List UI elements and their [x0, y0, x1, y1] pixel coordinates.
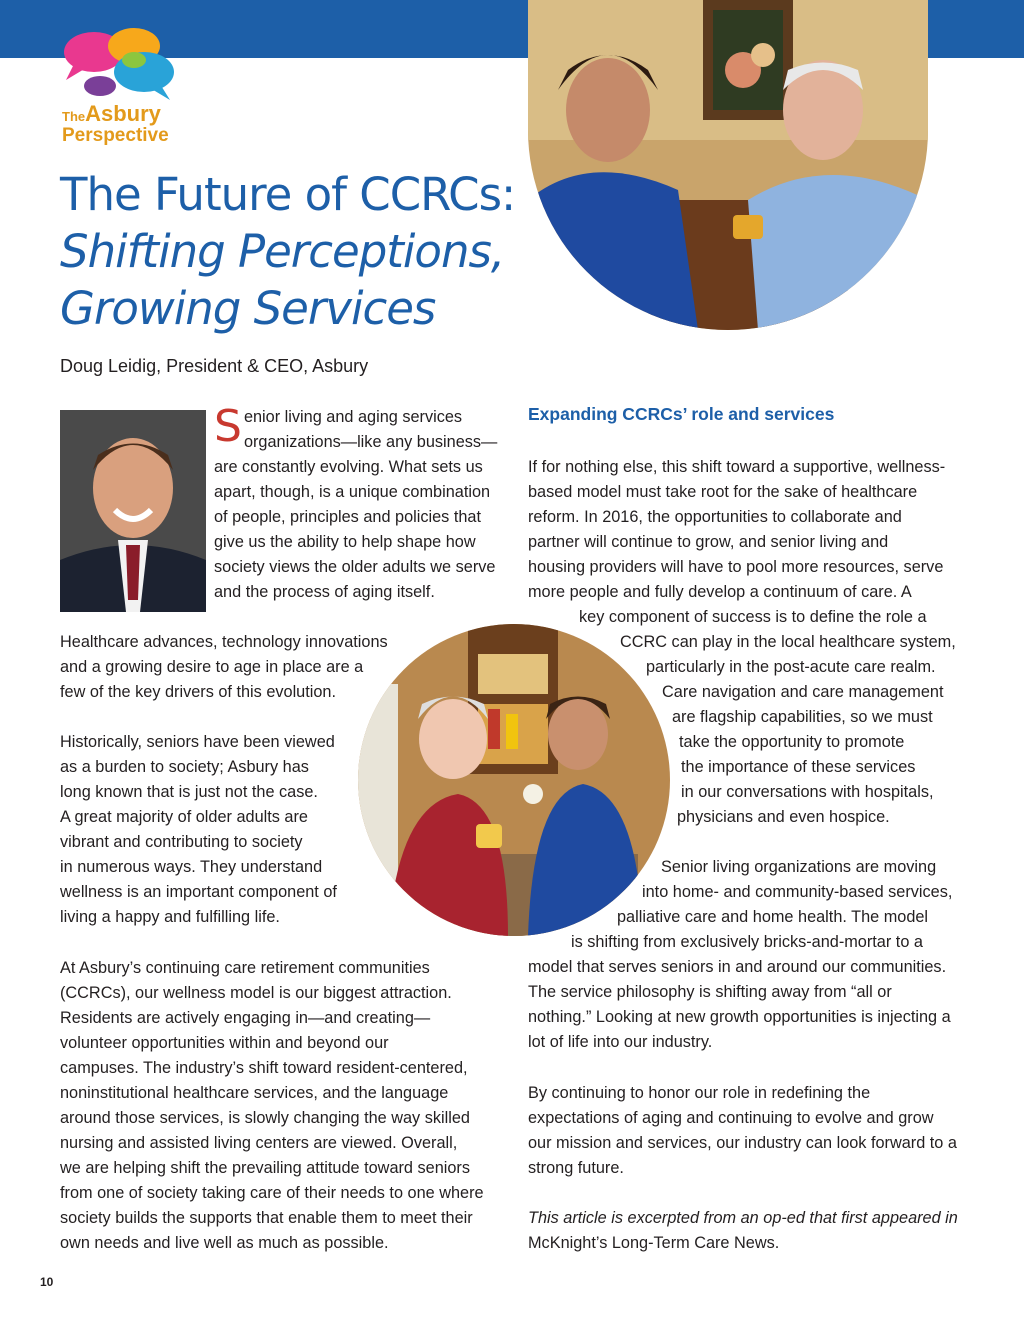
text-line: Senior living organizations are moving — [661, 858, 937, 876]
text-line: Healthcare advances, technology innovations — [60, 633, 388, 651]
text-line: as a burden to society; Asbury has — [60, 758, 309, 776]
text-line: A great majority of older adults are — [60, 808, 308, 826]
photo-two-women-kitchen — [358, 624, 670, 936]
intro-line: are constantly evolving. What sets us — [214, 458, 483, 476]
left-paragraph-2 — [60, 730, 337, 930]
text-line: and a growing desire to age in place are a — [60, 658, 364, 676]
text-line: Residents are actively engaging in—and creating— — [60, 1009, 431, 1027]
text-line: nursing and assisted living centers are viewed. Overall, — [60, 1134, 458, 1152]
title-line-3: Growing Services — [60, 282, 436, 335]
logo-wordmark — [62, 101, 169, 146]
text-line: in numerous ways. They understand — [60, 858, 323, 876]
text-line: reform. In 2016, the opportunities to collaborate and — [528, 508, 902, 526]
title-line-2: Shifting Perceptions, — [60, 225, 505, 278]
logo-the: The — [62, 109, 86, 124]
intro-line: apart, though, is a unique combination — [214, 483, 491, 501]
text-line: nothing.” Looking at new growth opportunities is injecting a — [528, 1008, 951, 1026]
text-line: palliative care and home health. The model — [617, 908, 929, 926]
text-line: At Asbury’s continuing care retirement communities — [60, 959, 430, 977]
text-line: our mission and services, our industry can look forward to a — [528, 1134, 957, 1152]
intro-line: of people, principles and policies that — [214, 508, 482, 526]
left-paragraph-1 — [60, 630, 388, 705]
photo-caregiver-with-resident — [528, 0, 928, 330]
text-line: key component of success is to define the role a — [579, 608, 927, 626]
article-title — [60, 166, 540, 337]
text-line: take the opportunity to promote — [679, 733, 905, 751]
text-line: society builds the supports that enable them to meet their — [60, 1209, 473, 1227]
author-headshot — [60, 410, 206, 612]
text-line: few of the key drivers of this evolution. — [60, 683, 337, 701]
left-paragraph-3 — [60, 956, 484, 1256]
page-number: 10 — [40, 1275, 54, 1289]
text-line: partner will continue to grow, and senior living and — [528, 533, 889, 551]
text-line: the importance of these services — [681, 758, 916, 776]
intro-paragraph — [214, 401, 498, 605]
text-line: are flagship capabilities, so we must — [672, 708, 933, 726]
byline: Doug Leidig, President & CEO, Asbury — [60, 356, 369, 376]
intro-line: society views the older adults we serve — [214, 558, 496, 576]
text-line: physicians and even hospice. — [677, 808, 890, 826]
text-line: noninstitutional healthcare services, and the language — [60, 1084, 449, 1102]
right-paragraph-1-top — [528, 455, 945, 605]
intro-line: organizations—like any business— — [243, 433, 498, 451]
drop-cap: S — [214, 401, 242, 452]
intro-line: and the process of aging itself. — [214, 583, 435, 601]
text-line: Historically, seniors have been viewed — [60, 733, 335, 751]
source-note-line-1: This article is excerpted from an op-ed that first appeared in — [528, 1209, 958, 1227]
text-line: wellness is an important component of — [60, 883, 337, 901]
intro-line: enior living and aging services — [243, 408, 463, 426]
source-note — [528, 1206, 958, 1256]
text-line: If for nothing else, this shift toward a supportive, wellness- — [528, 458, 946, 476]
text-line: long known that is just not the case. — [60, 783, 318, 801]
text-line: into home- and community-based services, — [642, 883, 953, 901]
logo-perspective: Perspective — [62, 125, 169, 146]
text-line: own needs and live well as much as possible. — [60, 1234, 389, 1252]
text-line: housing providers will have to pool more resources, serve — [528, 558, 944, 576]
text-line: living a happy and fulfilling life. — [60, 908, 280, 926]
text-line: campuses. The industry’s shift toward resident-centered, — [60, 1059, 468, 1077]
text-line: (CCRCs), our wellness model is our biggest attraction. — [60, 984, 452, 1002]
text-line: Care navigation and care management — [662, 683, 944, 701]
text-line: strong future. — [528, 1159, 624, 1177]
text-line: By continuing to honor our role in redefining the — [528, 1084, 871, 1102]
section-heading: Expanding CCRCs’ role and services — [528, 404, 835, 424]
text-line: from one of society taking care of their needs to one where — [60, 1184, 484, 1202]
right-paragraph-3 — [528, 1081, 957, 1181]
text-line: CCRC can play in the local healthcare system, — [620, 633, 956, 651]
text-line: more people and fully develop a continuum of care. A — [528, 583, 912, 601]
text-line: in our conversations with hospitals, — [681, 783, 934, 801]
text-line: model that serves seniors in and around our communities. — [528, 958, 947, 976]
text-line: is shifting from exclusively bricks-and-mortar to a — [571, 933, 923, 951]
text-line: particularly in the post-acute care realm. — [646, 658, 936, 676]
text-line: based model must take root for the sake of healthcare — [528, 483, 918, 501]
title-line-1: The Future of CCRCs: — [60, 168, 516, 221]
text-line: around those services, is slowly changing the way skilled — [60, 1109, 470, 1127]
source-note-line-2: McKnight’s Long-Term Care News. — [528, 1234, 780, 1252]
text-line: we are helping shift the prevailing attitude toward seniors — [60, 1159, 470, 1177]
text-line: expectations of aging and continuing to evolve and grow — [528, 1109, 934, 1127]
text-line: lot of life into our industry. — [528, 1033, 713, 1051]
right-paragraph-2-bottom — [528, 955, 951, 1055]
logo-asbury: Asbury — [85, 101, 161, 126]
text-line: volunteer opportunities within and beyond our — [60, 1034, 389, 1052]
text-line: vibrant and contributing to society — [60, 833, 303, 851]
text-line: The service philosophy is shifting away from “all or — [528, 983, 892, 1001]
intro-line: give us the ability to help shape how — [214, 533, 476, 551]
